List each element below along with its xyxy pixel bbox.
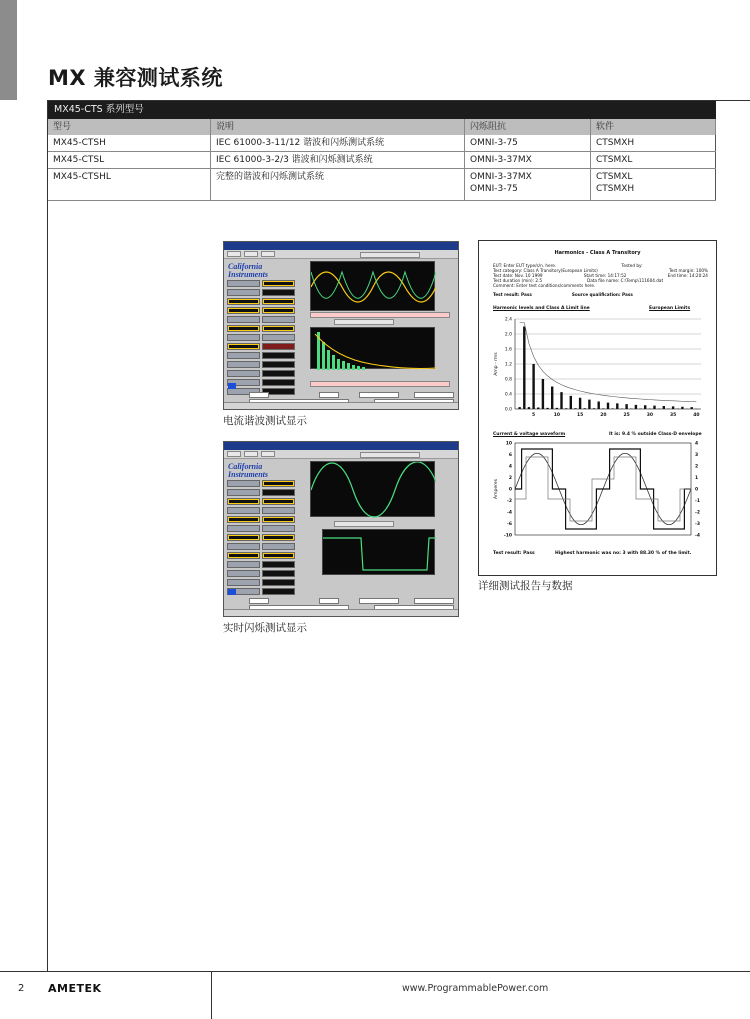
harmonic-bar <box>672 406 674 409</box>
harmonic-bar <box>560 392 562 409</box>
harmonic-bar <box>663 406 665 409</box>
report-figure-caption: 详细测试报告与数据 <box>478 580 573 592</box>
cell-impedance <box>465 135 591 151</box>
x-tick-label: 35 <box>669 413 677 418</box>
harmonic-bar <box>584 408 586 409</box>
y-tick-label-right: -1 <box>695 499 700 504</box>
table-header <box>48 119 716 135</box>
x-tick-label: 40 <box>693 413 700 418</box>
harmonic-bar <box>518 407 520 409</box>
x-tick-label: 5 <box>532 413 536 418</box>
flicker-figure-caption: 实时闪烁测试显示 <box>223 622 307 634</box>
y-tick-label: 2.0 <box>504 332 512 338</box>
y-tick-label-right: -3 <box>695 522 700 527</box>
report-footer-result: Test result: Pass <box>493 551 535 556</box>
window-statusbar <box>224 402 458 409</box>
harmonic-bar <box>556 408 558 409</box>
test-duration-field <box>319 598 339 604</box>
model-table <box>48 101 716 201</box>
y-tick-label-right: 0 <box>695 487 699 493</box>
harmonic-bar <box>616 403 618 409</box>
harmonic-bar <box>635 405 637 409</box>
eut-field <box>359 598 399 604</box>
footer-rule <box>0 971 750 972</box>
table-row <box>48 169 716 201</box>
y-tick-label-left: -4 <box>507 510 512 516</box>
status-message-bar <box>310 312 450 318</box>
harmonic-bar <box>588 400 590 409</box>
harmonic-bar <box>593 408 595 409</box>
impedance-value: OMNI-3-75 <box>470 184 518 194</box>
corner-accent-bar <box>0 0 17 100</box>
meta-row: Comment: Enter test conditions/comments here. <box>493 283 596 288</box>
harmonic-bar <box>691 407 693 409</box>
impedance-value: OMNI-3-75 <box>470 138 518 148</box>
y-tick-label: 1.2 <box>504 362 512 368</box>
tested-by-field <box>414 392 454 398</box>
table-caption: MX45-CTS 系列型号 <box>48 101 716 119</box>
window-statusbar <box>224 609 458 616</box>
toolbar-button <box>261 251 275 257</box>
warning-bar <box>310 381 450 387</box>
harmonic-bar <box>551 387 553 410</box>
harmonic-bar <box>611 408 613 409</box>
website-link[interactable]: www.ProgrammablePower.com <box>402 983 549 994</box>
x-tick-label: 25 <box>623 413 630 418</box>
ametek-logo: AMETEK <box>48 982 102 995</box>
software-value: CTSMXL <box>596 172 633 182</box>
test-progress-bar <box>228 589 236 595</box>
harmonics-select-bar <box>334 319 394 325</box>
report-footer-highest: Highest harmonic was no: 3 with 88.30 % of the limit. <box>555 551 692 556</box>
toolbar-button <box>227 451 241 457</box>
y-tick-label-right: 4 <box>695 441 699 447</box>
cell-software <box>591 169 716 200</box>
waveform-select-bar <box>360 252 420 258</box>
toolbar-button <box>244 251 258 257</box>
harmonic-bar <box>625 404 627 409</box>
harmonic-bar <box>537 408 539 410</box>
harmonics-bars <box>311 328 436 370</box>
waveform-plot <box>310 261 435 311</box>
y-tick-label-right: -4 <box>695 533 700 539</box>
waveform-chart-envelope-label: It is: 9.4 % outside Class-D envelope <box>609 432 702 437</box>
table-row <box>48 135 716 152</box>
harmonic-bar-chart <box>491 313 706 423</box>
harmonic-bar <box>607 403 609 409</box>
cell-model: MX45-CTSHL <box>48 169 211 200</box>
harmonic-bar <box>681 407 683 409</box>
y-tick-label-left: 4 <box>508 464 512 470</box>
waveform-select-bar <box>360 452 420 458</box>
harmonic-test-screenshot <box>223 241 459 410</box>
toolbar-button <box>261 451 275 457</box>
y-tick-label-left: 2 <box>508 476 512 481</box>
cell-impedance <box>465 169 591 200</box>
page-number: 2 <box>18 983 25 994</box>
left-margin-rule <box>47 100 48 972</box>
window-titlebar <box>224 242 458 250</box>
impedance-value: OMNI-3-37MX <box>470 155 532 165</box>
voltage-sine-graph <box>311 462 436 518</box>
meta-row: EUT: Enter EUT type/s/n. here. Tested by: <box>493 263 643 268</box>
harmonic-bar <box>644 405 646 409</box>
header-software: 软件 <box>591 119 716 135</box>
harmonic-bar <box>528 407 530 409</box>
toolbar-button <box>227 251 241 257</box>
harmonic-figure-caption: 电流谐波测试显示 <box>223 415 307 427</box>
x-tick-label: 30 <box>646 413 653 418</box>
flicker-test-screenshot <box>223 441 459 617</box>
harmonic-bar <box>542 379 544 409</box>
window-toolbar <box>224 450 458 459</box>
x-tick-label: 20 <box>600 413 607 418</box>
harmonic-bar <box>598 402 600 410</box>
test-margin-field <box>249 598 269 604</box>
meter-panel <box>227 280 295 397</box>
harmonic-bar <box>602 408 604 409</box>
harmonic-bar <box>523 327 525 410</box>
y-tick-label: 0.8 <box>504 377 512 383</box>
california-instruments-logo: California Instruments <box>228 462 269 479</box>
test-duration-field <box>319 392 339 398</box>
header-impedance: 闪烁阻抗 <box>465 119 591 135</box>
y-tick-label-right: 3 <box>695 453 699 458</box>
harmonic-bar <box>574 408 576 409</box>
cell-model: MX45-CTSL <box>48 152 211 168</box>
meta-row: Test duration (min): 2.5 Data file name: C:\Temp\111604.dat <box>493 278 664 283</box>
current-voltage-waveform-chart <box>491 439 706 539</box>
harmonic-chart-limits-label: European Limits <box>649 306 691 311</box>
harmonics-plot <box>310 327 435 369</box>
header-description: 说明 <box>211 119 465 135</box>
software-value: CTSMXH <box>596 138 635 148</box>
y-tick-label-left: -2 <box>507 499 512 504</box>
harmonic-chart-label: Harmonic levels and Class A Limit line <box>493 306 590 311</box>
footer-divider <box>211 971 212 1019</box>
y-tick-label: 1.6 <box>504 347 512 353</box>
y-tick-label: 2.4 <box>504 317 512 323</box>
harmonic-bar <box>532 364 534 409</box>
current-waveform <box>515 449 691 529</box>
y-tick-label-left: 10 <box>505 441 512 447</box>
y-tick-label-left: -10 <box>503 533 512 539</box>
y-tick-label: 0.4 <box>504 392 512 398</box>
cell-software <box>591 135 716 151</box>
cell-software <box>591 152 716 168</box>
cell-model: MX45-CTSH <box>48 135 211 151</box>
y-axis-label: Amp - rms <box>494 352 499 376</box>
meta-row: Test category: Class A Transitory(European Limits) Test margin: 100% <box>493 268 708 273</box>
voltage-waveform-plot <box>310 461 435 517</box>
test-progress-bar <box>228 383 236 389</box>
result-row: Test result: Pass Source qualification: Pass <box>493 292 633 297</box>
toolbar-button <box>244 451 258 457</box>
x-tick-label: 10 <box>553 413 560 418</box>
tested-by-field <box>414 598 454 604</box>
y-tick-label-right: 2 <box>695 464 699 470</box>
waveform-chart-label: Current & voltage waveform <box>493 432 566 437</box>
x-tick-label: 15 <box>576 413 584 418</box>
y-tick-label: 0.0 <box>504 407 512 413</box>
harmonic-bar <box>579 398 581 409</box>
harmonic-bar <box>565 408 567 409</box>
y-axis-label: Amperes <box>494 479 499 499</box>
meter-panel <box>227 480 295 597</box>
rms-select-bar <box>334 521 394 527</box>
report-meta <box>493 263 708 297</box>
california-instruments-logo: California Instruments <box>228 262 269 279</box>
eut-field <box>359 392 399 398</box>
page-title: MX 兼容测试系统 <box>48 66 223 90</box>
harmonic-bar <box>653 406 655 409</box>
software-value: CTSMXH <box>596 184 635 194</box>
y-tick-label-left: 0 <box>508 487 512 493</box>
meta-row: Test date: Nov. 10 1999 Start time: 14:17:52 End time: 14:20:24 <box>493 273 708 278</box>
y-tick-label-right: -2 <box>695 510 700 516</box>
impedance-value: OMNI-3-37MX <box>470 172 532 182</box>
window-titlebar <box>224 442 458 450</box>
cell-impedance <box>465 152 591 168</box>
cell-description: 完整的谐波和闪烁测试系统 <box>211 169 465 200</box>
test-margin-field <box>249 392 269 398</box>
cell-description: IEC 61000-3-2/3 谐波和闪烁测试系统 <box>211 152 465 168</box>
cell-description: IEC 61000-3-11/12 谐波和闪烁测试系统 <box>211 135 465 151</box>
rms-step-graph <box>323 530 436 576</box>
limit-line <box>520 323 697 402</box>
window-toolbar <box>224 250 458 259</box>
software-value: CTSMXL <box>596 155 633 165</box>
waveform-graph <box>311 262 436 312</box>
y-tick-label-right: 1 <box>695 476 699 481</box>
harmonic-bar <box>546 408 548 409</box>
header-model: 型号 <box>48 119 211 135</box>
y-tick-label-left: -6 <box>507 522 512 527</box>
table-row <box>48 152 716 169</box>
rms-voltage-plot <box>322 529 435 575</box>
report-title: Harmonics - Class A Transitory <box>554 250 641 256</box>
test-report <box>478 240 717 576</box>
y-tick-label-left: 6 <box>508 453 512 458</box>
harmonic-bar <box>570 396 572 409</box>
